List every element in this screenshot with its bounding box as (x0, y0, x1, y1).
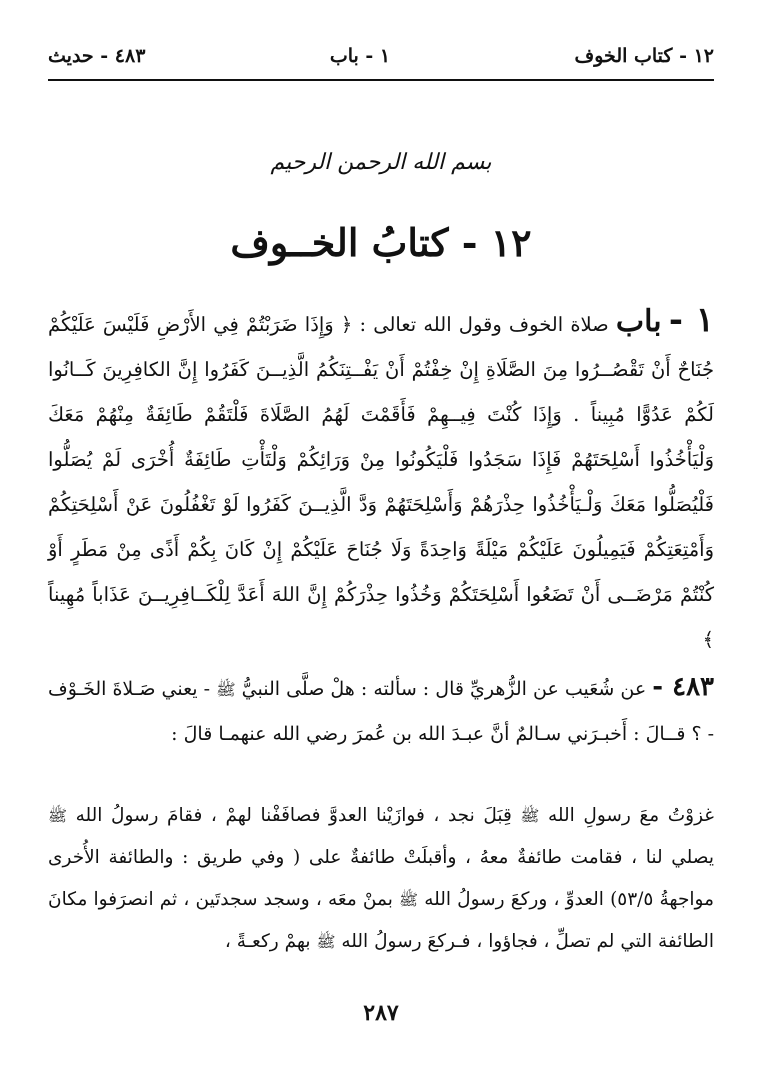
header-rule (48, 79, 714, 81)
salawat-glyph: ﷺ (316, 932, 336, 951)
hadith-number: ٤٨٣ - (652, 672, 715, 702)
header-chapter: ١ - باب (329, 45, 391, 67)
narration-text: يصلي لنا ، فقامت طائفةٌ معهُ ، وأقبلَتْ طائفةٌ على ( وفي طريق : والطائفة الأُخرى مواجهةُ ٥٣/٥) العدوِّ ، وركعَ رسولُ الله (48, 847, 714, 910)
header-book-title: ١٢ - كتاب الخوف (574, 45, 714, 67)
running-header (48, 38, 714, 74)
narration-paragraph (48, 795, 714, 963)
chapter-number: ١ - (668, 300, 715, 340)
narration-text: غزوْتُ معَ رسولِ الله (547, 805, 714, 826)
chapter-heading: صلاة الخوف وقول الله تعالى : (359, 313, 609, 336)
hadith-paragraph (48, 665, 714, 756)
hadith-isnad-2: - يعني صَـلاةَ الخَـوْف - ؟ قــالَ : أَخبـرَني سـالمٌ أنَّ عبـدَ الله بن عُمرَ رضي الله عنهمـا قالَ : (48, 678, 714, 745)
quran-verse: ﴿ وَإِذَا ضَرَبْتُمْ فِي الأَرْضِ فَلَيْسَ عَلَيْكُمْ جُنَاحٌ أَنْ تَقْصُــرُوا مِنَ الصَّلَاةِ إِنْ خِفْتُمْ أَنْ يَفْــتِنَكُمُ الَّذِيــنَ كَفَرُوا إِنَّ الكافِرِينَ كَــانُوا لَكُمْ عَدُوًّا مُبِيناً . وَإِذَا كُنْتَ فِيــهِمْ فَأَقَمْتَ لَهُمُ الصَّلَاةَ فَلْتَقُمْ طَائِفَةٌ مِنْهُمْ مَعَكَ وَلْيَأْخُذُوا أَسْلِحَتَهُمْ فَإِذَا سَجَدُوا فَلْيَكُونُوا مِنْ وَرَائِكُمْ وَلْتَأْتِ طَائِفَةٌ أُخْرَى لَمْ يُصَلُّوا فَلْيُصَلُّوا مَعَكَ وَلْـيَأْخُذُوا حِذْرَهُمْ وَأَسْلِحَتَهُمْ وَدَّ الَّذِيــنَ كَفَرُوا لَوْ تَغْفُلُونَ عَنْ أَسْلِحَتِكُمْ وَأَمْتِعَتِكُمْ فَيَمِيلُونَ عَلَيْكُمْ مَيْلَةً وَاحِدَةً وَلَا جُنَاحَ عَلَيْكُمْ إِنْ كَانَ بِكُمْ أَذًى مِنْ مَطَرٍ أَوْ كُنْتُمْ مَرْضَــى أَنْ تَضَعُوا أَسْلِحَتَكُمْ وَخُذُوا حِذْرَكُمْ إِنَّ اللهَ أَعَدَّ لِلْكَــافِرِيــنَ عَذَاباً مُهِيناً ﴾ (48, 313, 714, 651)
book-title: ١٢ - كتابُ الخــوف (230, 220, 532, 265)
chapter-label: باب (615, 304, 662, 339)
page-number: ٢٨٧ (363, 1000, 399, 1026)
salawat-glyph: ﷺ (399, 890, 419, 909)
narration-text: بهمْ ركعـةً ، (224, 931, 311, 952)
chapter-section (48, 298, 714, 662)
basmala: بسم الله الرحمن الرحيم (270, 150, 492, 175)
narration-text: بمنْ معَه ، وسجد سجدتَين ، ثم انصرَفوا مكانَ الطائفة التي لم تصلِّ ، فجاؤوا ، فـركعَ رسولُ الله (48, 889, 714, 952)
salawat-glyph: ﷺ (48, 806, 67, 825)
narration-text: قِبَلَ نجد ، فوازَيْنا العدوَّ فصافَفْنا لهمْ ، فقامَ رسولُ الله (75, 805, 512, 826)
salawat-glyph: ﷺ (216, 680, 236, 699)
hadith-isnad-1: عن شُعَيب عن الزُّهريِّ قال : سألته : هلْ صلَّى النبيُّ (241, 678, 647, 700)
salawat-glyph: ﷺ (520, 806, 540, 825)
header-hadith-number: ٤٨٣ - حديث (48, 45, 146, 67)
